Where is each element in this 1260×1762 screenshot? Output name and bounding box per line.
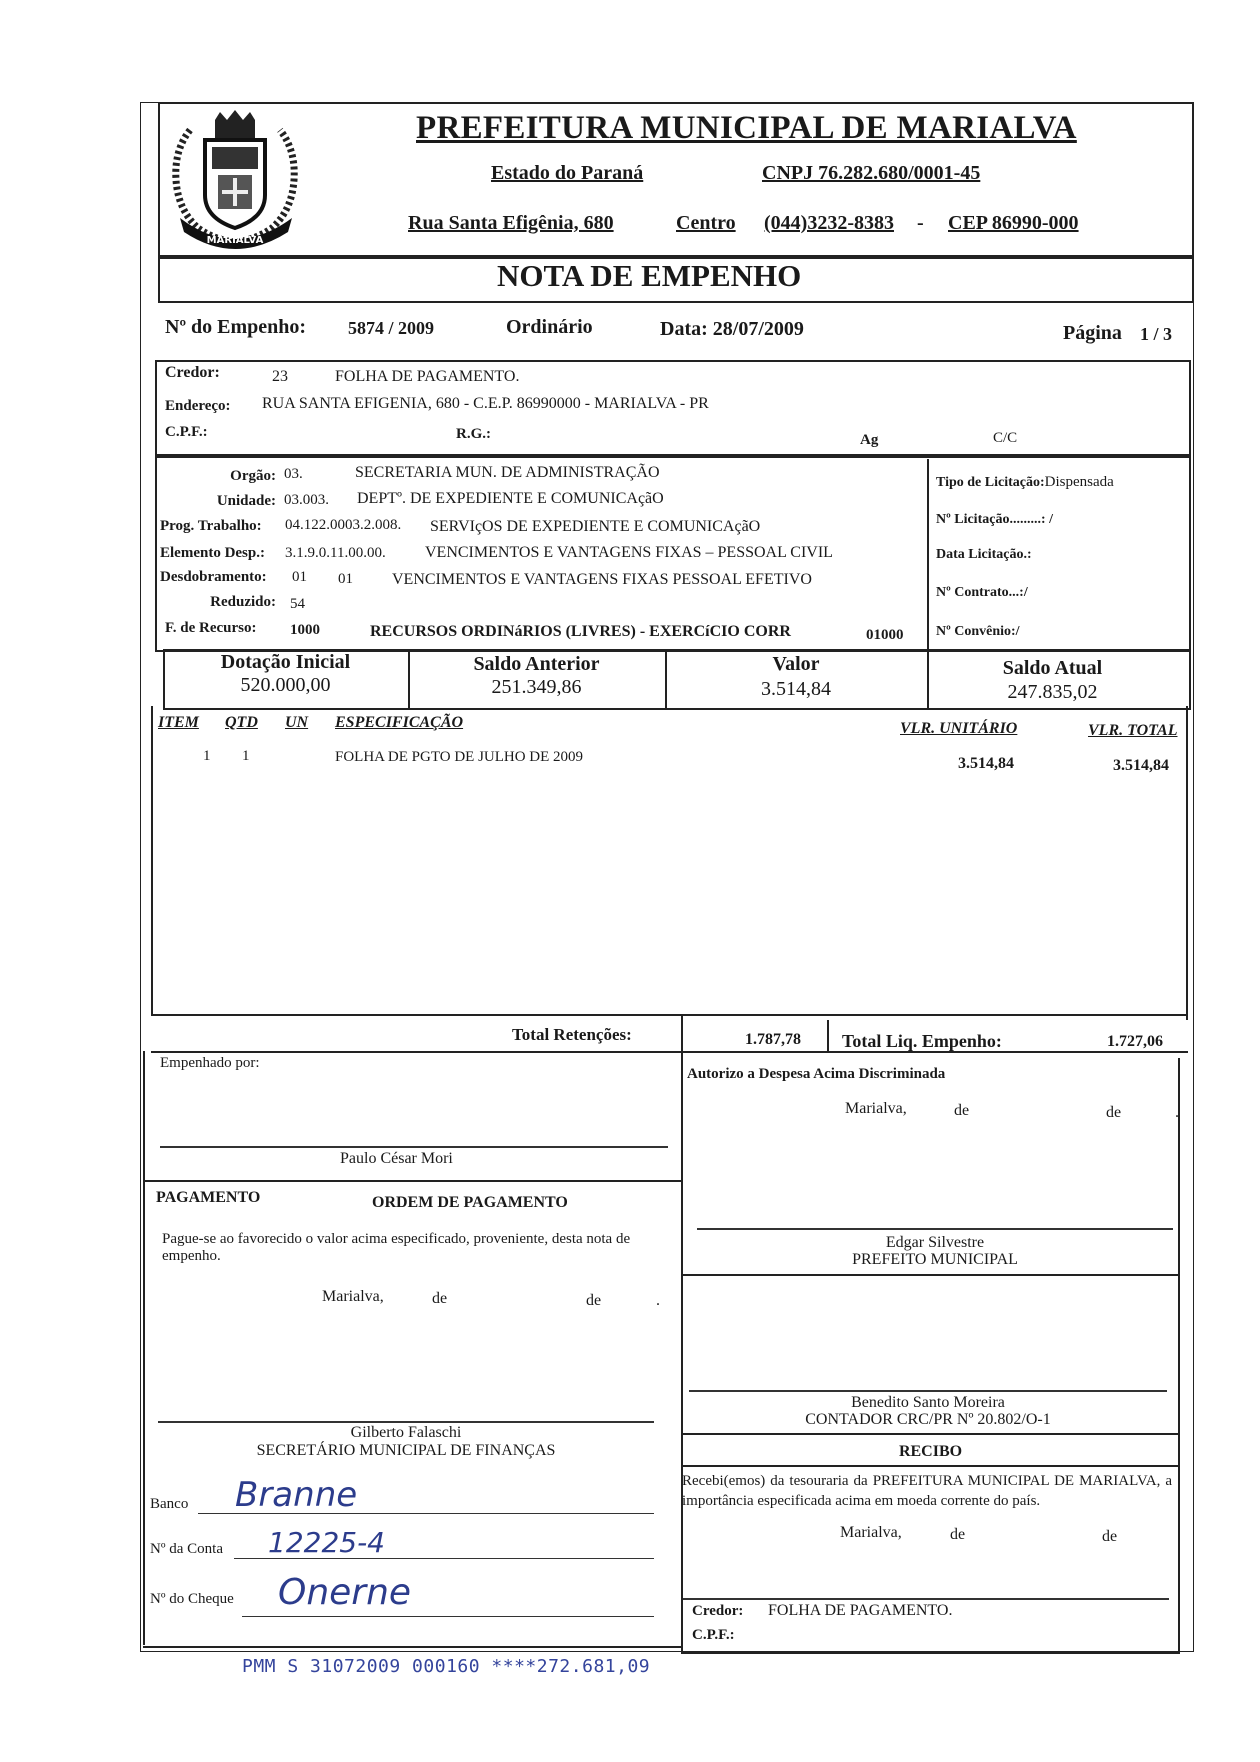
recibo-top-line — [681, 1465, 1180, 1467]
pagamento-label: PAGAMENTO — [156, 1189, 261, 1206]
pagamento-de-2: de — [586, 1292, 602, 1309]
autorizo-bottom-line — [681, 1274, 1180, 1276]
totals-top-line — [151, 1014, 1188, 1016]
banco-handwritten: Branne — [235, 1475, 358, 1515]
recibo-city: Marialva, — [840, 1524, 902, 1541]
lower-right-border — [1178, 1058, 1180, 1654]
lower-middle-divider — [681, 1058, 683, 1654]
credor-code: 23 — [272, 368, 288, 385]
autorizo-dot: . — [1175, 1104, 1179, 1121]
contrato-numero: Nº Contrato...:/ — [936, 585, 1028, 600]
desdobramento-code1: 01 — [292, 569, 307, 585]
col-header-vlr-unit: VLR. UNITÁRIO — [900, 720, 1018, 737]
pagamento-signature-line — [158, 1421, 654, 1423]
items-left-border — [151, 706, 153, 1014]
desdobramento-label: Desdobramento: — [160, 569, 267, 585]
pagamento-text: Pague-se ao favorecido o valor acima especificado, proveniente, desta nota de empenho. — [162, 1231, 631, 1264]
svg-text:MARIALVA: MARIALVA — [206, 235, 264, 246]
prog-name: SERVIçOS DE EXPEDIENTE E COMUNICAçãO — [430, 518, 761, 535]
licitacao-tipo-value: Dispensada — [1044, 474, 1114, 490]
unidade-name: DEPTº. DE EXPEDIENTE E COMUNICAçãO — [357, 490, 664, 507]
empenhado-signer: Paulo César Mori — [340, 1150, 453, 1167]
pagamento-de-1: de — [432, 1290, 448, 1307]
recibo-cpf-label: C.P.F.: — [692, 1627, 735, 1643]
recibo-credor-label: Credor: — [692, 1603, 744, 1619]
cep-label: CEP 86990-000 — [948, 212, 1079, 234]
totals-bottom-line — [151, 1051, 1188, 1053]
recurso-code2: 01000 — [866, 627, 904, 643]
lower-bottom-line — [143, 1646, 681, 1648]
licitacao-tipo-label: Tipo de Licitação:Dispensada — [936, 474, 1114, 490]
recibo-text: Recebi(emos) da tesouraria da PREFEITURA MUNICIPAL DE MARIALVA, a importância especificada acima em moeda corrente do país. — [682, 1473, 1172, 1509]
saldo-anterior-value: 251.349,86 — [491, 676, 582, 698]
totals-divider-2 — [827, 1020, 829, 1052]
autorizo-de-1: de — [954, 1102, 970, 1119]
cheque-handwritten: Onerne — [278, 1572, 412, 1613]
liquido-label: Total Liq. Empenho: — [842, 1031, 1002, 1051]
dotacao-label: Dotação Inicial — [220, 651, 351, 673]
desdobramento-code2: 01 — [338, 571, 353, 587]
page-label: Página — [1063, 322, 1122, 344]
ordem-pagamento-label: ORDEM DE PAGAMENTO — [372, 1194, 568, 1211]
item-row-vlr-total: 3.514,84 — [1113, 757, 1169, 774]
retencoes-value: 1.787,78 — [745, 1031, 801, 1048]
recurso-label: F. de Recurso: — [165, 620, 257, 636]
recibo-de-1: de — [950, 1526, 966, 1543]
licitacao-numero: Nº Licitação.........: / — [936, 512, 1053, 527]
empenho-date: Data: 28/07/2009 — [660, 318, 804, 340]
recibo-label: RECIBO — [898, 1443, 963, 1460]
cheque-line — [242, 1616, 654, 1617]
saldo-anterior-label: Saldo Anterior — [473, 653, 600, 675]
valor-label: Valor — [772, 653, 820, 675]
items-right-border — [1186, 706, 1188, 1020]
unidade-code: 03.003. — [284, 492, 329, 508]
orgao-code: 03. — [284, 466, 303, 482]
recibo-signature-line — [683, 1598, 1169, 1600]
retencoes-label: Total Retenções: — [512, 1025, 632, 1044]
licitacao-divider — [927, 459, 929, 652]
convenio-numero: Nº Convênio:/ — [936, 624, 1020, 639]
autorizo-role: PREFEITO MUNICIPAL — [852, 1251, 1018, 1268]
district-label: Centro — [676, 212, 736, 234]
col-header-espec: ESPECIFICAÇÃO — [335, 714, 464, 731]
pagamento-signer: Gilberto Falaschi — [350, 1424, 462, 1441]
credor-label: Credor: — [165, 364, 220, 381]
endereco-label: Endereço: — [165, 398, 231, 414]
banco-label: Banco — [150, 1496, 189, 1512]
conta-label: Nº da Conta — [150, 1541, 223, 1557]
liquido-value: 1.727,06 — [1107, 1033, 1163, 1050]
reduzido-label: Reduzido: — [210, 594, 276, 610]
autorizo-city: Marialva, — [845, 1100, 907, 1117]
saldo-atual-value: 247.835,02 — [1007, 681, 1098, 703]
recibo-credor-value: FOLHA DE PAGAMENTO. — [768, 1602, 953, 1619]
ag-label: Ag — [860, 432, 879, 448]
empenho-type: Ordinário — [506, 316, 593, 338]
item-row-vlr-unit: 3.514,84 — [958, 755, 1014, 772]
state-label: Estado do Paraná — [491, 162, 644, 184]
pagamento-role: SECRETÁRIO MUNICIPAL DE FINANÇAS — [256, 1442, 556, 1459]
cpf-label: C.P.F.: — [165, 424, 208, 440]
item-row-qtd: 1 — [242, 748, 250, 764]
recurso-name: RECURSOS ORDINáRIOS (LIVRES) - EXERCíCIO CORR — [370, 623, 791, 640]
autorizo-signature-line — [697, 1228, 1173, 1230]
contador-role: CONTADOR CRC/PR Nº 20.802/O-1 — [805, 1411, 1051, 1428]
cc-label: C/C — [993, 430, 1018, 446]
phone-label: (044)3232-8383 — [764, 212, 894, 234]
pagamento-city: Marialva, — [322, 1288, 384, 1305]
autorizo-label: Autorizo a Despesa Acima Discriminada — [687, 1066, 946, 1082]
elemento-name: VENCIMENTOS E VANTAGENS FIXAS – PESSOAL CIVIL — [425, 544, 833, 561]
col-header-vlr-total: VLR. TOTAL — [1088, 722, 1178, 739]
address-label: Rua Santa Efigênia, 680 — [408, 212, 614, 234]
contador-bottom-line — [681, 1433, 1180, 1435]
lower-left-border — [143, 1051, 145, 1645]
coat-of-arms-icon — [160, 100, 310, 255]
empenho-number: 5874 / 2009 — [348, 318, 435, 338]
lower-bottom-line-right — [681, 1652, 1180, 1654]
col-header-qtd: QTD — [225, 714, 258, 731]
prog-code: 04.122.0003.2.008. — [285, 517, 402, 533]
elemento-label: Elemento Desp.: — [160, 545, 265, 561]
item-row-item: 1 — [203, 748, 211, 764]
credor-name: FOLHA DE PAGAMENTO. — [335, 368, 520, 385]
page-title: PREFEITURA MUNICIPAL DE MARIALVA — [416, 110, 1077, 146]
desdobramento-name: VENCIMENTOS E VANTAGENS FIXAS PESSOAL EFETIVO — [392, 571, 812, 588]
elemento-code: 3.1.9.0.11.00.00. — [285, 545, 386, 561]
empenhado-bottom-line — [143, 1180, 681, 1182]
cheque-label: Nº do Cheque — [150, 1591, 234, 1607]
item-row-espec: FOLHA DE PGTO DE JULHO DE 2009 — [335, 749, 584, 765]
cnpj-label: CNPJ 76.282.680/0001-45 — [762, 162, 981, 184]
endereco-value: RUA SANTA EFIGENIA, 680 - C.E.P. 86990000 - MARIALVA - PR — [262, 395, 709, 412]
unidade-label: Unidade: — [216, 493, 276, 509]
contador-signature-line — [689, 1390, 1167, 1392]
empenhado-label: Empenhado por: — [160, 1055, 260, 1071]
page-number: 1 / 3 — [1140, 324, 1173, 344]
orgao-name: SECRETARIA MUN. DE ADMINISTRAÇÃO — [355, 464, 660, 481]
recibo-de-2: de — [1102, 1528, 1118, 1545]
licitacao-data: Data Licitação.: — [936, 547, 1032, 562]
conta-handwritten: 12225-4 — [268, 1526, 385, 1559]
autorizo-de-2: de — [1106, 1104, 1122, 1121]
empenhado-signature-line — [160, 1146, 668, 1148]
col-header-un: UN — [285, 714, 309, 731]
col-header-item: ITEM — [158, 714, 199, 731]
contador-signer: Benedito Santo Moreira — [851, 1394, 1005, 1411]
empenho-label: Nº do Empenho: — [165, 316, 307, 338]
prog-label: Prog. Trabalho: — [160, 518, 262, 534]
autorizo-signer: Edgar Silvestre — [885, 1234, 985, 1251]
totals-divider-1 — [681, 1016, 683, 1062]
reduzido-value: 54 — [290, 596, 305, 612]
bank-stamp: PMM S 31072009 000160 ****272.681,09 — [242, 1656, 651, 1677]
pagamento-dot: . — [656, 1292, 660, 1309]
rg-label: R.G.: — [456, 426, 491, 442]
dash-separator: - — [917, 212, 924, 234]
recurso-code: 1000 — [290, 622, 320, 638]
dotacao-value: 520.000,00 — [240, 674, 331, 696]
document-title: NOTA DE EMPENHO — [497, 258, 802, 293]
saldo-atual-label: Saldo Atual — [1002, 657, 1103, 679]
valor-value: 3.514,84 — [761, 678, 831, 700]
orgao-label: Orgão: — [230, 468, 276, 484]
